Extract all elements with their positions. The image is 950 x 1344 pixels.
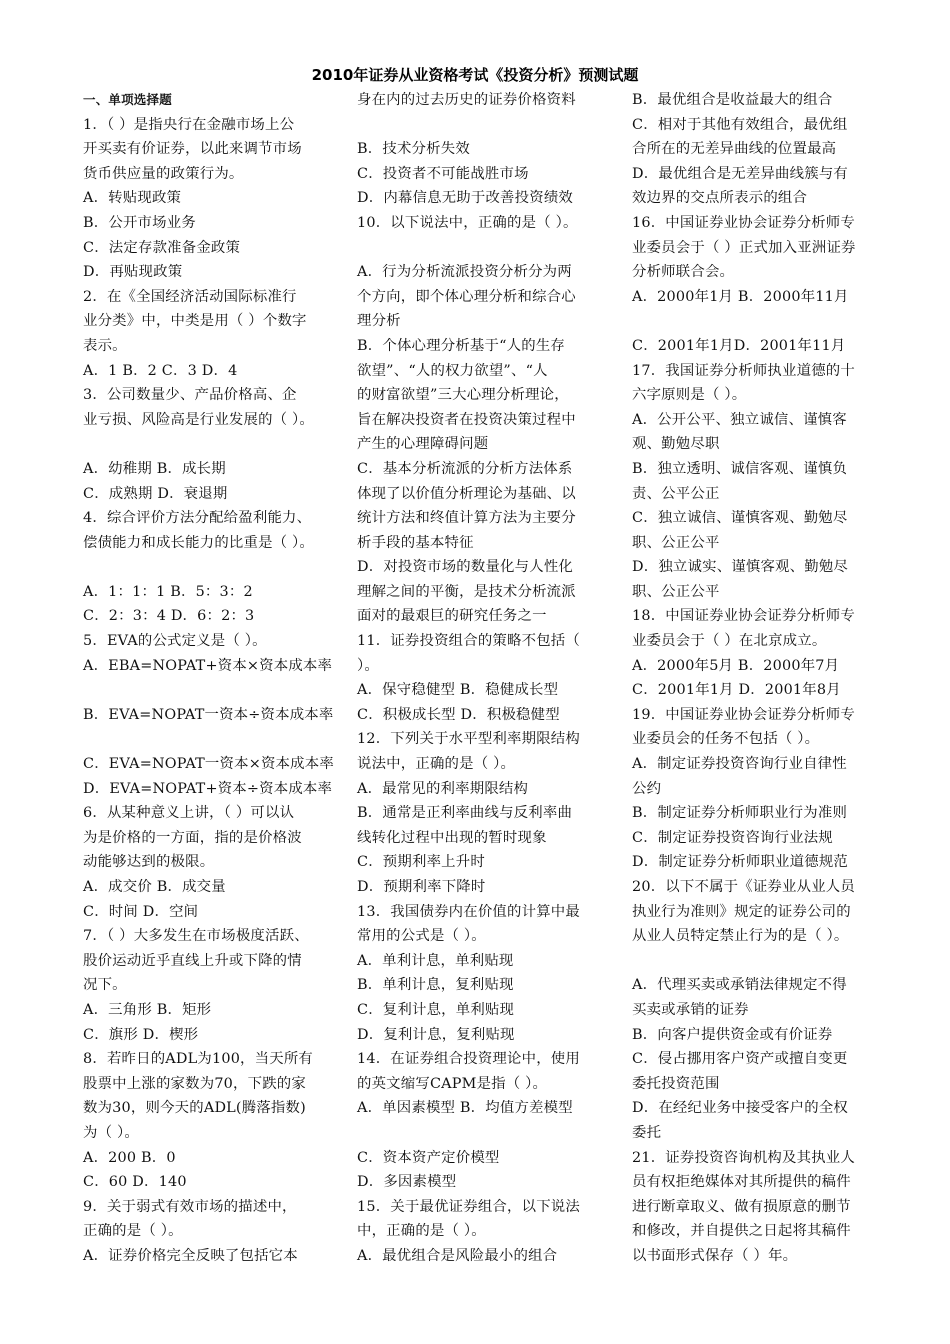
text-line: A．200 B．0 [83,1149,176,1166]
text-line: D．制定证券分析师职业道德规范 [632,854,849,871]
text-line: 理分析 [357,313,401,330]
text-line: 货币供应量的政策行为。 [83,165,244,182]
text-line: B．单利计息，复利贴现 [357,977,514,994]
column-middle-body [357,88,625,1269]
text-line: B．公开市场业务 [83,214,196,231]
text-line: A．EBA=NOPAT+资本×资本成本率 [83,657,333,674]
text-line: D．在经纪业务中接受客户的全权 [632,1100,849,1117]
text-line: 4．综合评价方法分配给盈利能力、 [83,510,312,527]
text-line: 的财富欲望”三大心理分析理论， [357,387,569,404]
text-line: 执业行为准则》规定的证券公司的 [632,903,851,920]
text-line: A．转贴现政策 [83,190,182,207]
text-line: 12．下列关于水平型利率期限结构 [357,731,580,748]
text-line: D．多因素模型 [357,1174,457,1191]
text-line: 16．中国证券业协会证券分析师专 [632,214,855,231]
text-line: 为（ ）。 [83,1124,139,1141]
text-line: C．成熟期 D．衰退期 [83,485,228,502]
text-line: A．行为分析流派投资分析分为两 [357,264,572,281]
text-line: A．2000年5月 B．2000年7月 [632,657,840,674]
text-line: 业委员会于（ ）在北京成立。 [632,633,827,650]
blank-line [83,555,351,580]
column-left [83,88,351,1269]
text-line: 业亏损、风险高是行业发展的（ ）。 [83,411,315,428]
text-line: 股票中上涨的家数为70，下跌的家 [83,1075,306,1092]
text-line: 偿债能力和成长能力的比重是（ ）。 [83,534,315,551]
text-line: A．制定证券投资咨询行业自律性 [632,756,847,773]
text-line: 7．（ ）大多发生在市场极度活跃、 [83,928,309,945]
text-line: C．制定证券投资咨询行业法规 [632,829,833,846]
text-line: 的英文缩写CAPM是指（ ）。 [357,1075,548,1092]
text-line: A．幼稚期 B．成长期 [83,460,226,477]
text-line: 5．EVA的公式定义是（ ）。 [83,633,267,650]
text-line: 和修改，并自提供之日起将其稿件 [632,1223,851,1240]
text-line: 9．关于弱式有效市场的描述中， [83,1198,297,1215]
text-line: 从业人员特定禁止行为的是（ ）。 [632,928,849,945]
text-line: C．旗形 D．楔形 [83,1026,199,1043]
text-line: A．证券价格完全反映了包括它本 [83,1247,298,1264]
text-line: B．最优组合是收益最大的组合 [632,92,833,108]
text-line: 8．若昨日的ADL为100，当天所有 [83,1051,314,1068]
text-line: C．侵占挪用客户资产或擅自变更 [632,1051,848,1068]
text-line: 13．我国债券内在价值的计算中最 [357,903,580,920]
text-line: 个方向，即个体心理分析和综合心 [357,288,576,305]
text-line: 线转化过程中出现的暂时现象 [357,829,547,846]
text-line: 数为30，则今天的ADL(腾落指数) [83,1100,306,1117]
text-line: B．独立透明、诚信客观、谨慎负 [632,460,848,477]
text-line: B．通常是正利率曲线与反利率曲 [357,805,573,822]
text-line: 6．从某种意义上讲，（ ）可以认 [83,805,295,822]
text-line: 公约 [632,780,662,797]
text-line: C．积极成长型 D．积极稳健型 [357,706,560,723]
text-line: 委托投资范围 [632,1075,720,1092]
blank-line [357,113,625,138]
text-line: D．再贴现政策 [83,264,183,281]
text-line: 产生的心理障碍问题 [357,436,489,453]
column-left-body [83,113,351,1269]
text-line: C．复利计息，单利贴现 [357,1001,515,1018]
text-line: 分析师联合会。 [632,264,735,281]
text-line: 以书面形式保存（ ）年。 [632,1247,798,1264]
text-line: 职、公正公平 [632,583,720,600]
text-line: C．投资者不可能战胜市场 [357,165,529,182]
text-line: ）。 [357,657,379,674]
text-line: A．最优组合是风险最小的组合 [357,1247,558,1264]
text-line: C．EVA=NOPAT一资本×资本成本率 [83,756,334,773]
text-line: 19．中国证券业协会证券分析师专 [632,706,855,723]
text-line: B．技术分析失效 [357,141,470,158]
text-line: 身在内的过去历史的证券价格资料 [357,92,576,108]
text-line: 职、公正公平 [632,534,720,551]
text-line: 析手段的基本特征 [357,534,474,551]
text-line: 旨在解决投资者在投资决策过程中 [357,411,576,428]
text-line: 18．中国证券业协会证券分析师专 [632,608,855,625]
text-line: C．资本资产定价模型 [357,1149,500,1166]
blank-line [83,727,351,752]
text-line: 员有权拒绝媒体对其所提供的稿件 [632,1174,851,1191]
text-line: 说法中，正确的是（ ）。 [357,756,516,773]
column-right-body [632,88,900,1269]
text-line: D．预期利率下降时 [357,879,486,895]
text-line: 六字原则是（ ）。 [632,387,747,404]
text-line: 11．证券投资组合的策略不包括（ [357,633,580,650]
text-line: 21．证券投资咨询机构及其执业人 [632,1149,855,1166]
text-line: 统计方法和终值计算方法为主要分 [357,510,576,527]
text-line: C．基本分析流派的分析方法体系 [357,460,573,477]
text-line: C．独立诚信、谨慎客观、勤勉尽 [632,510,848,527]
text-line: C．时间 D．空间 [83,903,199,920]
text-line: 业委员会的任务不包括（ ）。 [632,731,820,748]
text-line: A．1 B．2 C．3 D．4 [83,362,238,379]
text-line: D．内幕信息无助于改善投资绩效 [357,190,574,207]
text-line: C．2001年1月 D．2001年8月 [632,682,841,699]
text-line: 买卖或承销的证券 [632,1001,749,1018]
text-line: 况下。 [83,977,127,994]
text-line: 15．关于最优证券组合，以下说法 [357,1198,580,1215]
text-line: A．保守稳健型 B．稳健成长型 [357,682,559,699]
text-line: C．2：3：4 D．6：2：3 [83,608,255,625]
text-line: D．独立诚实、谨慎客观、勤勉尽 [632,559,849,576]
text-line: A．单因素模型 B．均值方差模型 [357,1100,573,1117]
text-line: 1．（ ）是指央行在金融市场上公 [83,116,295,133]
column-right [632,88,900,1269]
text-line: 理解之间的平衡，是技术分析流派 [357,583,576,600]
text-line: 股价运动近乎直线上升或下降的情 [83,952,302,969]
text-line: B．个体心理分析基于“人的生存 [357,337,566,354]
text-line: 开买卖有价证券，以此来调节市场 [83,141,302,158]
text-line: A．三角形 B．矩形 [83,1001,212,1018]
text-line: 业委员会于（ ）正式加入亚洲证券 [632,239,856,256]
text-line: 中，正确的是（ ）。 [357,1223,486,1240]
blank-line [83,678,351,703]
text-line: 体现了以价值分析理论为基础、以 [357,485,576,502]
text-line: D．最优组合是无差异曲线簇与有 [632,165,849,182]
text-line: 14．在证券组合投资理论中，使用 [357,1051,580,1068]
text-line: A．最常见的利率期限结构 [357,780,529,797]
text-line: B．EVA=NOPAT一资本÷资本成本率 [83,706,334,723]
text-line: C．相对于其他有效组合，最优组 [632,116,848,133]
text-line: 为是价格的一方面，指的是价格波 [83,829,302,846]
page-title: 2010年证券从业资格考试《投资分析》预测试题 [311,66,639,84]
text-line: A．代理买卖或承销法律规定不得 [632,977,847,994]
text-line: B．制定证券分析师职业行为准则 [632,805,848,822]
text-line: 17．我国证券分析师执业道德的十 [632,362,855,379]
blank-line [632,949,900,974]
text-line: A．单利计息，单利贴现 [357,952,514,969]
text-line: 观、勤勉尽职 [632,436,720,453]
text-line: C．2001年1月D．2001年11月 [632,337,846,354]
text-line: 责、公平公正 [632,485,720,502]
text-line: 3．公司数量少、产品价格高、企 [83,387,297,404]
text-line: 动能够达到的极限。 [83,854,215,871]
blank-line [83,432,351,457]
text-line: 业分类》中，中类是用（ ）个数字 [83,313,307,330]
text-line: 进行断章取义、做有损原意的删节 [632,1198,851,1215]
blank-line [357,236,625,261]
blank-line [632,309,900,334]
text-line: 表示。 [83,337,127,354]
text-line: D．EVA=NOPAT+资本÷资本成本率 [83,780,333,797]
text-line: 面对的最艰巨的研究任务之一 [357,608,547,625]
text-line: 正确的是（ ）。 [83,1223,183,1240]
text-line: A．成交价 B．成交量 [83,879,226,895]
text-line: A．2000年1月 B．2000年11月 [632,288,849,305]
text-line: D．对投资市场的数量化与人性化 [357,559,574,576]
blank-line [357,1121,625,1146]
text-line: 欲望”、“人的权力欲望”、“人 [357,362,548,379]
text-line: 合所在的无差异曲线的位置最高 [632,141,837,158]
text-line: D．复利计息，复利贴现 [357,1026,515,1043]
text-line: 20．以下不属于《证券业从业人员 [632,879,855,895]
text-line: 委托 [632,1124,662,1141]
column-middle [357,88,625,1269]
text-line: C．预期利率上升时 [357,854,485,871]
text-line: A．1：1：1 B．5：3：2 [83,583,253,600]
text-line: A．公开公平、独立诚信、谨慎客 [632,411,847,428]
text-line: B．向客户提供资金或有价证券 [632,1026,833,1043]
text-line: 10．以下说法中，正确的是（ ）。 [357,214,578,231]
section-heading: 一、单项选择题 [83,92,172,107]
text-line: C．法定存款准备金政策 [83,239,241,256]
text-line: 2．在《全国经济活动国际标准行 [83,288,297,305]
text-line: C．60 D．140 [83,1174,187,1191]
text-line: 效边界的交点所表示的组合 [632,190,808,207]
text-line: 常用的公式是（ ）。 [357,928,486,945]
